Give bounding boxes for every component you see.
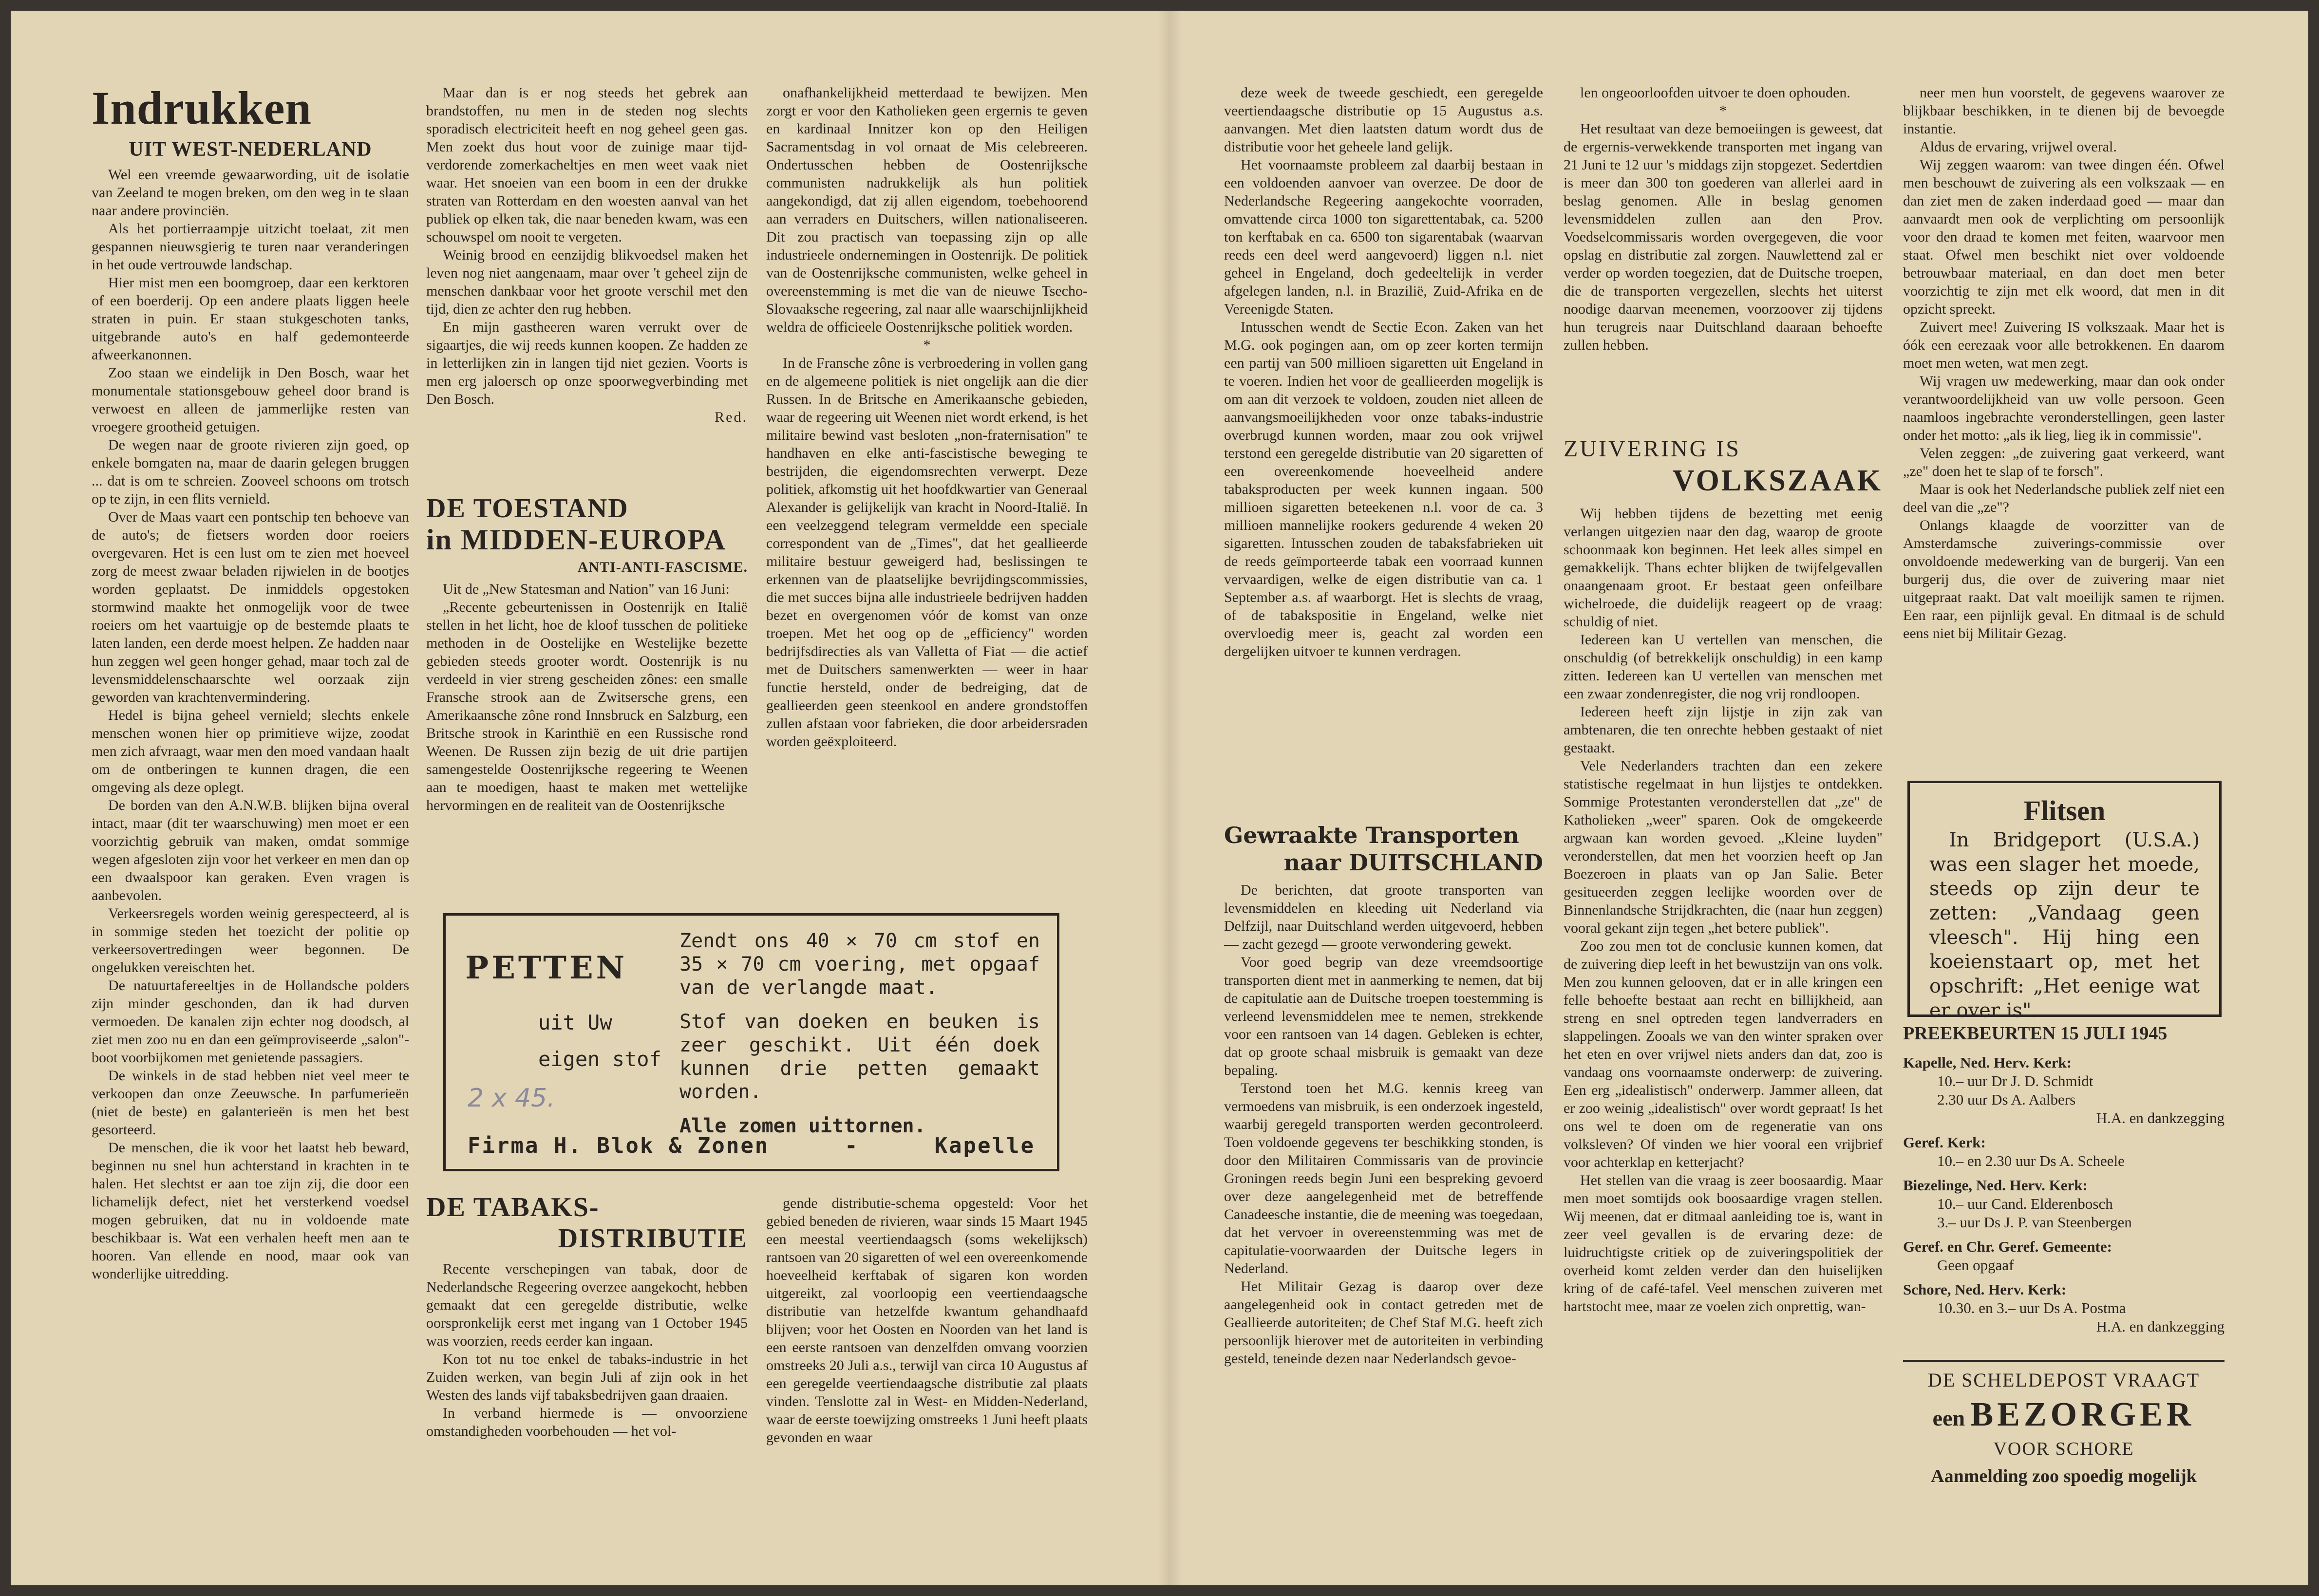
center-fold: [1158, 11, 1182, 1585]
paragraph: Maar dan is er nog steeds het gebrek aan brandstoffen, nu men in de steden nog slechts sporadisch electriciteit heeft en nog geheel geen gas. Men zoekt dus hout voor de zuinige maar tijd-verdorende zomerkacheltjes en men weet vaak niet waar. Het snoeien van een boom in een der drukke straten van Rotterdam en den woesten aanval van het publiek op elken tak, die naar beneden kwam, was een schouwspel om nooit te vergeten.: [426, 85, 748, 245]
paragraph: Intusschen wendt de Sectie Econ. Zaken van het M.G. ook pogingen aan, om op zeer korten termijn een partij van 500 millioen sigaretten uit Engeland in te voeren. Indien het voor de geallieerden mogelijk is om aan dit verzoek te voldoen, zouden niet alleen de aanvangsmoeilijkheden voor onze tabaks-industrie overbrugd kunnen worden, maar zou ook vrijwel terstond een geregelde distributie van 20 sigaretten of een overeenkomende hoeveelheid andere tabaksproducten per week kunnen ingaan. 500 millioen sigaretten beteekenen n.l. voor de ca. 3 millioen mannelijke rookers gedurende 4 weken 20 sigaretten. Intusschen zouden de tabaksfabrieken uit de reeds geïmporteerde tabak een voorraad kunnen vervaardigen, welke de eigen distributie van ca. 1 September a.s. af waarborgt. Het is slechts de vraag, of de tabakspositie in Engeland, welke niet overvloedig meer is, geacht zal worden een dergelijken uitvoer te kunnen verdragen.: [1224, 319, 1543, 659]
ad-firm: [468, 1133, 1035, 1158]
paragraph: Wij zeggen waarom: van twee dingen één. Ofwel men beschouwt de zuivering als een volkszaak — en dan ziet men de zaken inderdaad goed — maar dan aanvaardt men ook de verplichting om persoonlijk voor den draad te komen met feiten, waarvoor men staat. Ofwel men beschikt niet over voldoende betrouwbaar materiaal, en dan doet men beter voorzichtig te zijn met elk woord, dat men in dit opzicht spreekt.: [1903, 157, 2225, 317]
paragraph: onafhankelijkheid metterdaad te bewijzen. Men zorgt er voor den Katholieken geen ergernis te geven en kardinaal Innitzer kon op den Heiligen Sacramentsdag in vol ornaat de Mis celebreeren. Ondertusschen hebben de Oostenrijksche communisten nadrukkelijk als hun politiek aangekondigd, dat zij allen eigendom, toebehoorend aan verraders en Duitschers, willen nationaliseeren. Dit zou practisch van toepassing zijn op alle industrieele ondernemingen in Oostenrijk. De politiek van de Oostenrijksche communisten, welke geheel in overeenstemming is met die van de nieuwe Tsecho-Slovaaksche regeering, zal naar alle waarschijnlijkheid weldra de officieele Oostenrijksche politiek worden.: [766, 85, 1088, 335]
paragraph: De berichten, dat groote transporten van levensmiddelen en kleeding uit Nederland via Delfzijl, naar Duitschland werden uitgevoerd, hebben — zacht gezegd — groote verwondering gewekt.: [1224, 882, 1543, 952]
article-title: DE TABAKS-: [426, 1192, 600, 1222]
article-tabak-continued-2: [1224, 84, 1543, 809]
article-toestand: [426, 493, 748, 900]
service-note: H.A. en dankzegging: [2096, 1318, 2225, 1335]
paragraph: De wegen naar de groote rivieren zijn goed, op enkele bomgaten na, maar de daarin gelegen bruggen ... dat is om te schreien. Zooveel schoons om trotsch op te zijn, in een flits vernield.: [92, 437, 409, 507]
paragraph: Iedereen kan U vertellen van menschen, die onschuldig (of betrekkelijk onschuldig) in een kamp zitten. Iedereen kan U vertellen van menschen met een zwaar zondenregister, die nog vrij rondloopen.: [1564, 632, 1883, 702]
ad-line: uit Uw: [538, 1011, 612, 1034]
article-title-line-2: DISTRIBUTIE: [558, 1223, 748, 1254]
preekbeurten-title: PREEKBEURTEN 15 JULI 1945: [1903, 1023, 2168, 1044]
article-title: Indrukken: [92, 84, 312, 134]
preekbeurten-list: [1903, 1053, 2225, 1342]
paragraph: Hier mist men een boomgroep, daar een kerktoren of een boerderij. Op een andere plaats liggen heele straten in puin. Er staan stukgeschoten tanks, uitgebrande auto's en half gedemonteerde afweerkanonnen.: [92, 275, 409, 363]
article-toestand-continued: [766, 84, 1088, 900]
firm-dash: -: [845, 1133, 859, 1158]
flitsen-box: [1907, 781, 2222, 1022]
ad-headline: [1903, 1395, 2225, 1434]
paragraph: Uit de „New Statesman and Nation" van 16 Juni:: [443, 581, 730, 597]
paragraph: De natuurtafereeltjes in de Hollandsche polders zijn minder geschonden, dan ik had durven vermoeden. De kanalen zijn echter nog doodsch, al ziet men zoo nu en dan een geïmproviseerde „salon"-boot voorbijkomen met genietende passagiers.: [92, 977, 409, 1066]
service-time: 10.30. en 3.– uur Ds A. Postma: [1937, 1299, 2126, 1316]
firm-town: Kapelle: [934, 1133, 1035, 1158]
paragraph: Weinig brood en eenzijdig blikvoedsel maken het leven nog niet aangenaam, maar over 't geheel zijn de menschen dankbaar voor het groote verschil met den tijd, dien ze achter den rug hebben.: [426, 247, 748, 317]
article-title: ZUIVERING IS: [1564, 436, 1741, 462]
paragraph: Onlangs klaagde de voorzitter van de Amsterdamsche zuiverings-commissie over onvoldoende medewerking van de burgerij. Van een burgerij dus, die over de zuivering maar niet uitgepraat raakt. Dat valt moeilijk samen te rijmen. Een raar, een pijnlijk geval. En ditmaal is de schuld eens niet bij Militair Gezag.: [1903, 517, 2225, 641]
church-name: Schore, Ned. Herv. Kerk:: [1903, 1281, 2067, 1298]
article-body: [426, 84, 748, 408]
paragraph: Wij hebben tijdens de bezetting met eenig verlangen uitgezien naar den dag, waarop de groote schoonmaak kon beginnen. Het leek alles simpel en gemakkelijk. Thans echter blijken de twijfelgevallen onaangenaam groot. Er bestaat geen onfeilbare wichelroede, die duidelijk reageert op de vraag: schuldig of niet.: [1564, 506, 1883, 630]
article-zuivering-continued: [1903, 84, 2225, 778]
service-time: 10.– uur Dr J. D. Schmidt: [1937, 1072, 2093, 1089]
paragraph: Als het portierraampje uitzicht toelaat, zit men gespannen nieuwsgierig te turen naar veranderingen in het oude vertrouwde landschap.: [92, 221, 409, 273]
paragraph: Vele Nederlanders trachten dan een zekere statistische regelmaat in hun lijstjes te ontdekken. Sommige Protestanten veronderstellen dat „ze" de Katholieken „weer" sparen. Ook de omgekeerde argwaan kan worden gevoed. „Kleine luyden" veronderstellen, dat men het voorzien heeft op Jan Boezeroen in plaats van op Jan Salie. Beter gesitueerden zeggen leelijke woorden over de Binnenlandsche Strijdkrachten, die (naar hun zeggen) vooral gekant zijn tegen „het betere publiek".: [1564, 758, 1883, 936]
service-time: 10.– en 2.30 uur Ds A. Scheele: [1937, 1152, 2125, 1169]
paragraph: Recente verschepingen van tabak, door de Nederlandsche Regeering overzee aangekocht, hebben gemaakt dat een geregelde distributie, welke oorspronkelijk eerst met ingang van 1 October 1945 was voorzien, reeds eerder kan ingaan.: [426, 1261, 748, 1349]
article-indrukken: [92, 84, 409, 1555]
ad-line: VOOR SCHORE: [1993, 1439, 2134, 1459]
article-body: [1224, 84, 1543, 660]
article-subtitle: ANTI-ANTI-FASCISME.: [577, 559, 748, 575]
article-body: [766, 84, 1088, 751]
preekbeurten: [1903, 1021, 2225, 1362]
article-title: Gewraakte Transporten: [1224, 822, 1519, 848]
flitsen-title: Flitsen: [2023, 795, 2106, 826]
paragraph: Wel een vreemde gewaarwording, uit de isolatie van Zeeland te mogen breken, om den weg in te slaan naar andere provinciën.: [92, 167, 409, 219]
article-transporten-continued: [1564, 84, 1883, 425]
advertisement-petten: [443, 913, 1059, 1171]
church-name: Geref. en Chr. Geref. Gemeente:: [1903, 1238, 2112, 1255]
service-time: 10.– uur Cand. Elderenbosch: [1937, 1195, 2113, 1212]
signature: Red.: [715, 409, 748, 425]
service-note: H.A. en dankzegging: [2096, 1109, 2225, 1127]
paragraph: Zuivert mee! Zuivering IS volkszaak. Maar het is óók een eerezaak voor alle betrokkenen. En daarom moet men weten, wat men zegt.: [1903, 319, 2225, 371]
advertisement-bezorger: [1903, 1360, 2225, 1487]
article-body: [1224, 881, 1543, 1368]
paragraph: Het stellen van die vraag is zeer boosaardig. Maar men moet somtijds ook boosaardige vragen stellen. Wij meenen, dat er ditmaal aanleiding toe is, want in zeer veel gevallen is de ervaring deze: de luidruchtigste critiek op de zuiveringspolitiek der overheid komt zelden verder dan den huiselijken kring of de café-tafel. Veel menschen zuiveren met hartstocht mee, maar ze voelen zich onprettig, wan-: [1564, 1172, 1883, 1314]
paragraph: Het Militair Gezag is daarop over deze aangelegenheid ook in contact getreden met de Geallieerde autoriteiten; de Chef Staf M.G. heeft zich persoonlijk hierover met de autoriteiten in verbinding gesteld, teneinde dezen naar Nederlandsch gevoe-: [1224, 1278, 1543, 1367]
paragraph: Het voornaamste probleem zal daarbij bestaan in een voldoenden aanvoer van overzee. De door de Nederlandsche Regeering aangekochte voorraden, omvattende circa 1000 ton sigarettentabak, ca. 5200 ton kerftabak en ca. 6500 ton sigarentabak (waarvan reeds een deel werd aangevoerd) liggen n.l. niet geheel in Engeland, doch gedeeltelijk in verder afgelegen landen, n.l. in Brazilië, Zuid-Afrika en de Vereenigde Staten.: [1224, 157, 1543, 317]
church-name: Geref. Kerk:: [1903, 1134, 1986, 1151]
paragraph: Kon tot nu toe enkel de tabaks-industrie in het Zuiden werken, van begin Juli af zijn ook in het Westen des lands vijf tabaksbedrijven gaan draaien.: [426, 1351, 748, 1403]
ad-word: BEZORGER: [1970, 1396, 2195, 1433]
article-tabak-continued: [766, 1194, 1088, 1555]
article-subtitle: UIT WEST-NEDERLAND: [129, 138, 372, 161]
ad-paragraph: Stof van doeken en beuken is zeer geschikt. Uit één doek kunnen drie petten gemaakt worden.: [679, 1011, 1040, 1103]
article-transporten: [1224, 822, 1543, 1555]
article-body: [766, 1194, 1088, 1446]
paragraph: De borden van den A.N.W.B. blijken bijna overal intact, maar (dit ter waarschuwing) men moet er een voorzichtig gebruik van maken, omdat sommige wegen afgesloten zijn voor het verkeer en men dan op een dwaalspoor kan geraken. Even vragen is aanbevolen.: [92, 797, 409, 903]
paragraph: gende distributie-schema opgesteld: Voor het gebied beneden de rivieren, waar sinds 15 Maart 1945 een meestal veertiendaagsch (soms wekelijksch) rantsoen van 20 sigaretten of wel een overeenkomende hoeveelheid kerftabak of sigaren kon worden uitgereikt, zal voorloopig een veertiendaagsche distributie van hetzelfde kwantum gehandhaafd blijven; voor het Oosten en Noorden van het land is een eerste rantsoen van denzelfden omvang voorzien omstreeks 20 Juli a.s., terwijl van circa 10 Augustus af een geregelde veertiendaagsche distributie zal plaats vinden. Tenslotte zal in West- en Midden-Nederland, waar de eerste toewijzing omstreeks 1 Juni heeft plaats gevonden en waar: [766, 1195, 1088, 1446]
paragraph: In de Fransche zône is verbroedering in vollen gang en de algemeene politiek is niet ongelijk aan die dier Russen. In de Britsche en Amerikaansche gebieden, waar de regeering uit Weenen niet wordt erkend, is het militaire bewind vast besloten „non-fraternisation" te handhaven en elke anti-fascistische beweging te bestrijden, die eigendomsrechten verwerpt. Deze politiek, afkomstig uit het hoofdkwartier van Generaal Alexander is gelijkelijk van kracht in Noord-Italië. In een veelzeggend telegram vermeldde een speciale correspondent van de „Times", dat het geallieerde militaire bestuur geweigerd had, beslissingen te erkennen van de plaatselijke bevrijdingscommissies, die met succes bijna alle industrieele bedrijven hadden bezet en overgenomen vóór de komst van onze troepen. Met het oog op de „efficiency" worden bedrijfsdirecties als van Valletta of Fiat — die actief met de Duitschers samenwerkten — weer in haar functie hersteld, onder de bedreiging, dat de geallieerden geen steenkool en andere grondstoffen zullen afstaan voor fabrieken, die door arbeidersraden worden geëxploiteerd.: [766, 355, 1088, 750]
pencil-annotation: 2 x 45.: [468, 1084, 555, 1113]
section-separator: *: [923, 337, 931, 353]
paragraph: Zoo zou men tot de conclusie kunnen komen, dat de zuivering diep leeft in het bewustzijn van ons volk. Men zou kunnen gelooven, dat er in alle kringen een felle behoefte bestaat aan recht en billijkheid, aan streng en snel optreden tegen landverraders en slappelingen. Zooals we van den winter spraken over het eten en over vrijwel niets anders dan dat, zoo is vandaag ons voornaamste onderwerp: de zuivering. Een erg „idealistisch" onderwerp. Jammer alleen, dat er zoo weinig „idealistisch" over wordt gepraat! Is het ons wel te doen om de regeneratie van ons volksleven? Of vinden we hier vooral een vrijbrief voor achterklap en ketterjacht?: [1564, 938, 1883, 1170]
paragraph: Over de Maas vaart een pontschip ten behoeve van de auto's; de fietsers worden door roeiers overgevaren. Het is een lust om te zien met hoeveel zorg de meest zwaar beladen rijwielen in de bootjes worden geplaatst. De inmiddels opgestoken stormwind maakte het onmogelijk voor de twee roeiers om het vaartuigje op de bestemde plaats te laten landen, een derde moest helpen. Ze hadden naar hun zeggen wel geen honger gehad, maar toch zal de levensmiddelenschaarschte wel oorzaak zijn geworden van krachtenvermindering.: [92, 509, 409, 705]
church-name: Biezelinge, Ned. Herv. Kerk:: [1903, 1177, 2088, 1194]
section-separator: *: [1719, 103, 1727, 119]
paragraph: Verkeersregels worden weinig gerespecteerd, al is in sommige steden het toezicht der politie op verkeersovertredingen weer begonnen. De ongelukken vereischten het.: [92, 905, 409, 976]
paragraph: Terstond toen het M.G. kennis kreeg van vermoedens van misbruik, is een onderzoek ingesteld, waarbij geregeld transporten werden gecontroleerd. Toen voldoende gegevens ter beschikking stonden, is door den Militairen Commissaris van de provincie Groningen reeds begin Juni een bespreking gevoerd over deze aangelegenheid met de betreffende Canadeesche instantie, die de meening was toegedaan, dat het vervoer in overeenstemming was met de capitulatie-voorwaarden der Duitsche legers in Nederland.: [1224, 1080, 1543, 1277]
paragraph: Het resultaat van deze bemoeiingen is geweest, dat de ergernis-verwekkende transporten met ingang van 21 Juni te 12 uur 's middags zijn stopgezet. Sedertdien is meer dan 300 ton goederen van allerlei aard in beslag genomen. Alle in beslag genomen levensmiddelen zullen aan den Prov. Voedselcommissaris worden overgegeven, die voor opslag en distributie zal zorgen. Nauwlettend zal er verder op worden toegezien, dat de Duitsche troepen, die de transporten vergezellen, slechts het uiterst noodige daarvan meenemen, voorzoover zij tijdens hun terugreis naar Duitschland daaraan behoefte zullen hebben.: [1564, 121, 1883, 353]
ad-title: PETTEN: [465, 950, 628, 986]
article-body: [426, 580, 748, 814]
article-body: [1564, 505, 1883, 1315]
paragraph: En mijn gastheeren waren verrukt over de sigaartjes, die wij reeds kunnen koopen. Ze hadden ze in letterlijken zin in langen tijd niet gezien. Voorts is men erg jaloersch op onze spoorwegverbinding met Den Bosch.: [426, 319, 748, 407]
article-title-line-2: naar DUITSCHLAND: [1283, 849, 1543, 876]
article-body: [426, 1260, 748, 1440]
service-time: 3.– uur Ds J. P. van Steenbergen: [1937, 1214, 2132, 1231]
church-name: Kapelle, Ned. Herv. Kerk:: [1903, 1054, 2072, 1071]
service-time: Geen opgaaf: [1937, 1257, 2014, 1274]
paragraph: In verband hiermede is — onvoorziene omstandigheden voorbehouden — het vol-: [426, 1405, 748, 1439]
paragraph: „Recente gebeurtenissen in Oostenrijk en Italië stellen in het licht, hoe de kloof tusschen de politieke methoden in de Oostelijke en Westelijke bezette gebieden steeds grooter wordt. Oostenrijk is nu verdeeld in vier streng gescheiden zônes: een smalle Fransche strook aan de Zwitsersche grens, een Amerikaansche zône rond Innsbruck en Salzburg, een Britsche strook in Karinthië en een Russische rond Weenen. De Russen zijn bezig de uit drie partijen samengestelde Oostenrijksche regeering te Weenen aan te moedigen, haast te maken met wettelijke hervormingen en de realiteit van de Oostenrijksche: [426, 599, 748, 813]
paragraph: len ongeoorloofden uitvoer te doen ophouden.: [1580, 85, 1850, 101]
article-title-line-2: VOLKSZAAK: [1673, 464, 1883, 497]
article-title: DE TOESTAND: [426, 493, 629, 524]
article-tabak: [426, 1192, 748, 1555]
firm-name: Firma H. Blok & Zonen: [468, 1133, 770, 1158]
paragraph: De menschen, die ik voor het laatst heb beward, beginnen nu snel hun achterstand in krachten in te halen. Het slechtst er aan toe zijn zij, die door een lichamelijk defect, niet het versterkend voedsel mogen gebruiken, dat nu in voldoende mate beschikbaar is. Wat een verhalen heeft men aan te hooren. Van ellende en nood, maar ook van wonderlijke uitredding.: [92, 1140, 409, 1282]
flitsen-text: In Bridgeport (U.S.A.) was een slager het moede, steeds op zijn deur te zetten: „Vandaag geen vleesch". Hij hing een koeienstaart op, met het opschrift: „Het eenige wat er over is".: [1929, 829, 2200, 1022]
article-body: [92, 166, 409, 1283]
paragraph: De winkels in de stad hebben niet veel meer te verkoopen dan onze Zeeuwsche. In parfumerieën (niet de beste) en galanterieën is men het best gesorteerd.: [92, 1068, 409, 1138]
article-title-line-2: in MIDDEN-EUROPA: [426, 524, 726, 556]
paragraph: Iedereen heeft zijn lijstje in zijn zak van ambtenaren, die ten onrechte hebben gestaakt of niet gestaakt.: [1564, 704, 1883, 756]
paragraph: Maar is ook het Nederlandsche publiek zelf niet een deel van die „ze"?: [1903, 481, 2225, 515]
ad-note: Alle zomen uittornen.: [679, 1115, 926, 1137]
ad-line: Aanmelding zoo spoedig mogelijk: [1931, 1466, 2197, 1486]
paragraph: neer men hun voorstelt, de gegevens waarover ze blijkbaar beschikken, in te dienen bij de bevoegde instantie.: [1903, 85, 2225, 137]
ad-body: [679, 929, 1040, 1148]
paragraph: deze week de tweede geschiedt, een geregelde veertiendaagsche distributie op 15 Augustus a.s. aanvangen. Met dien laatsten datum wordt dus de distributie voor het geheele land gelijk.: [1224, 85, 1543, 155]
newspaper-spread: [11, 11, 2308, 1585]
article-body: [1903, 84, 2225, 642]
ad-line: eigen stof: [538, 1047, 661, 1071]
article-indrukken-continued: [426, 84, 748, 473]
ad-line: DE SCHELDEPOST VRAAGT: [1927, 1369, 2200, 1391]
paragraph: Voor goed begrip van deze vreemdsoortige transporten dient met in aanmerking te nemen, dat bij de capitulatie aan de Duitsche troepen toestemming is verleend levensmiddelen mee te nemen, strekkende voor een rantsoen van 14 dagen. Gebleken is echter, dat op groote schaal misbruik is gemaakt van deze bepaling.: [1224, 954, 1543, 1078]
paragraph: Aldus de ervaring, vrijwel overal.: [1920, 139, 2117, 155]
paragraph: Zoo staan we eindelijk in Den Bosch, waar het monumentale stationsgebouw geheel door brand is verwoest en alleen de jammerlijke resten van vroegere grootheid getuigen.: [92, 365, 409, 435]
article-body: [1564, 84, 1883, 354]
ad-paragraph: Zendt ons 40 × 70 cm stof en 35 × 70 cm voering, met opgaaf van de verlangde maat.: [679, 930, 1040, 999]
paragraph: Velen zeggen: „de zuivering gaat verkeerd, want „ze" doen het te slap of te forsch".: [1903, 445, 2225, 479]
service-time: 2.30 uur Ds A. Aalbers: [1937, 1091, 2076, 1108]
paragraph: Hedel is bijna geheel vernield; slechts enkele menschen wonen hier op primitieve wijze, zoodat men zich afvraagt, waar men den moed vandaan haalt om de ontberingen te kunnen dragen, die een omgeving als deze oplegt.: [92, 707, 409, 795]
paragraph: Wij vragen uw medewerking, maar dan ook onder verantwoordelijkheid van uw volle persoon. Geen naamloos ingebrachte veronderstellingen, geen laster onder het motto: „als ik lieg, lieg ik in commissie".: [1903, 373, 2225, 443]
article-zuivering: [1564, 434, 1883, 1555]
ad-word: een: [1932, 1406, 1965, 1430]
